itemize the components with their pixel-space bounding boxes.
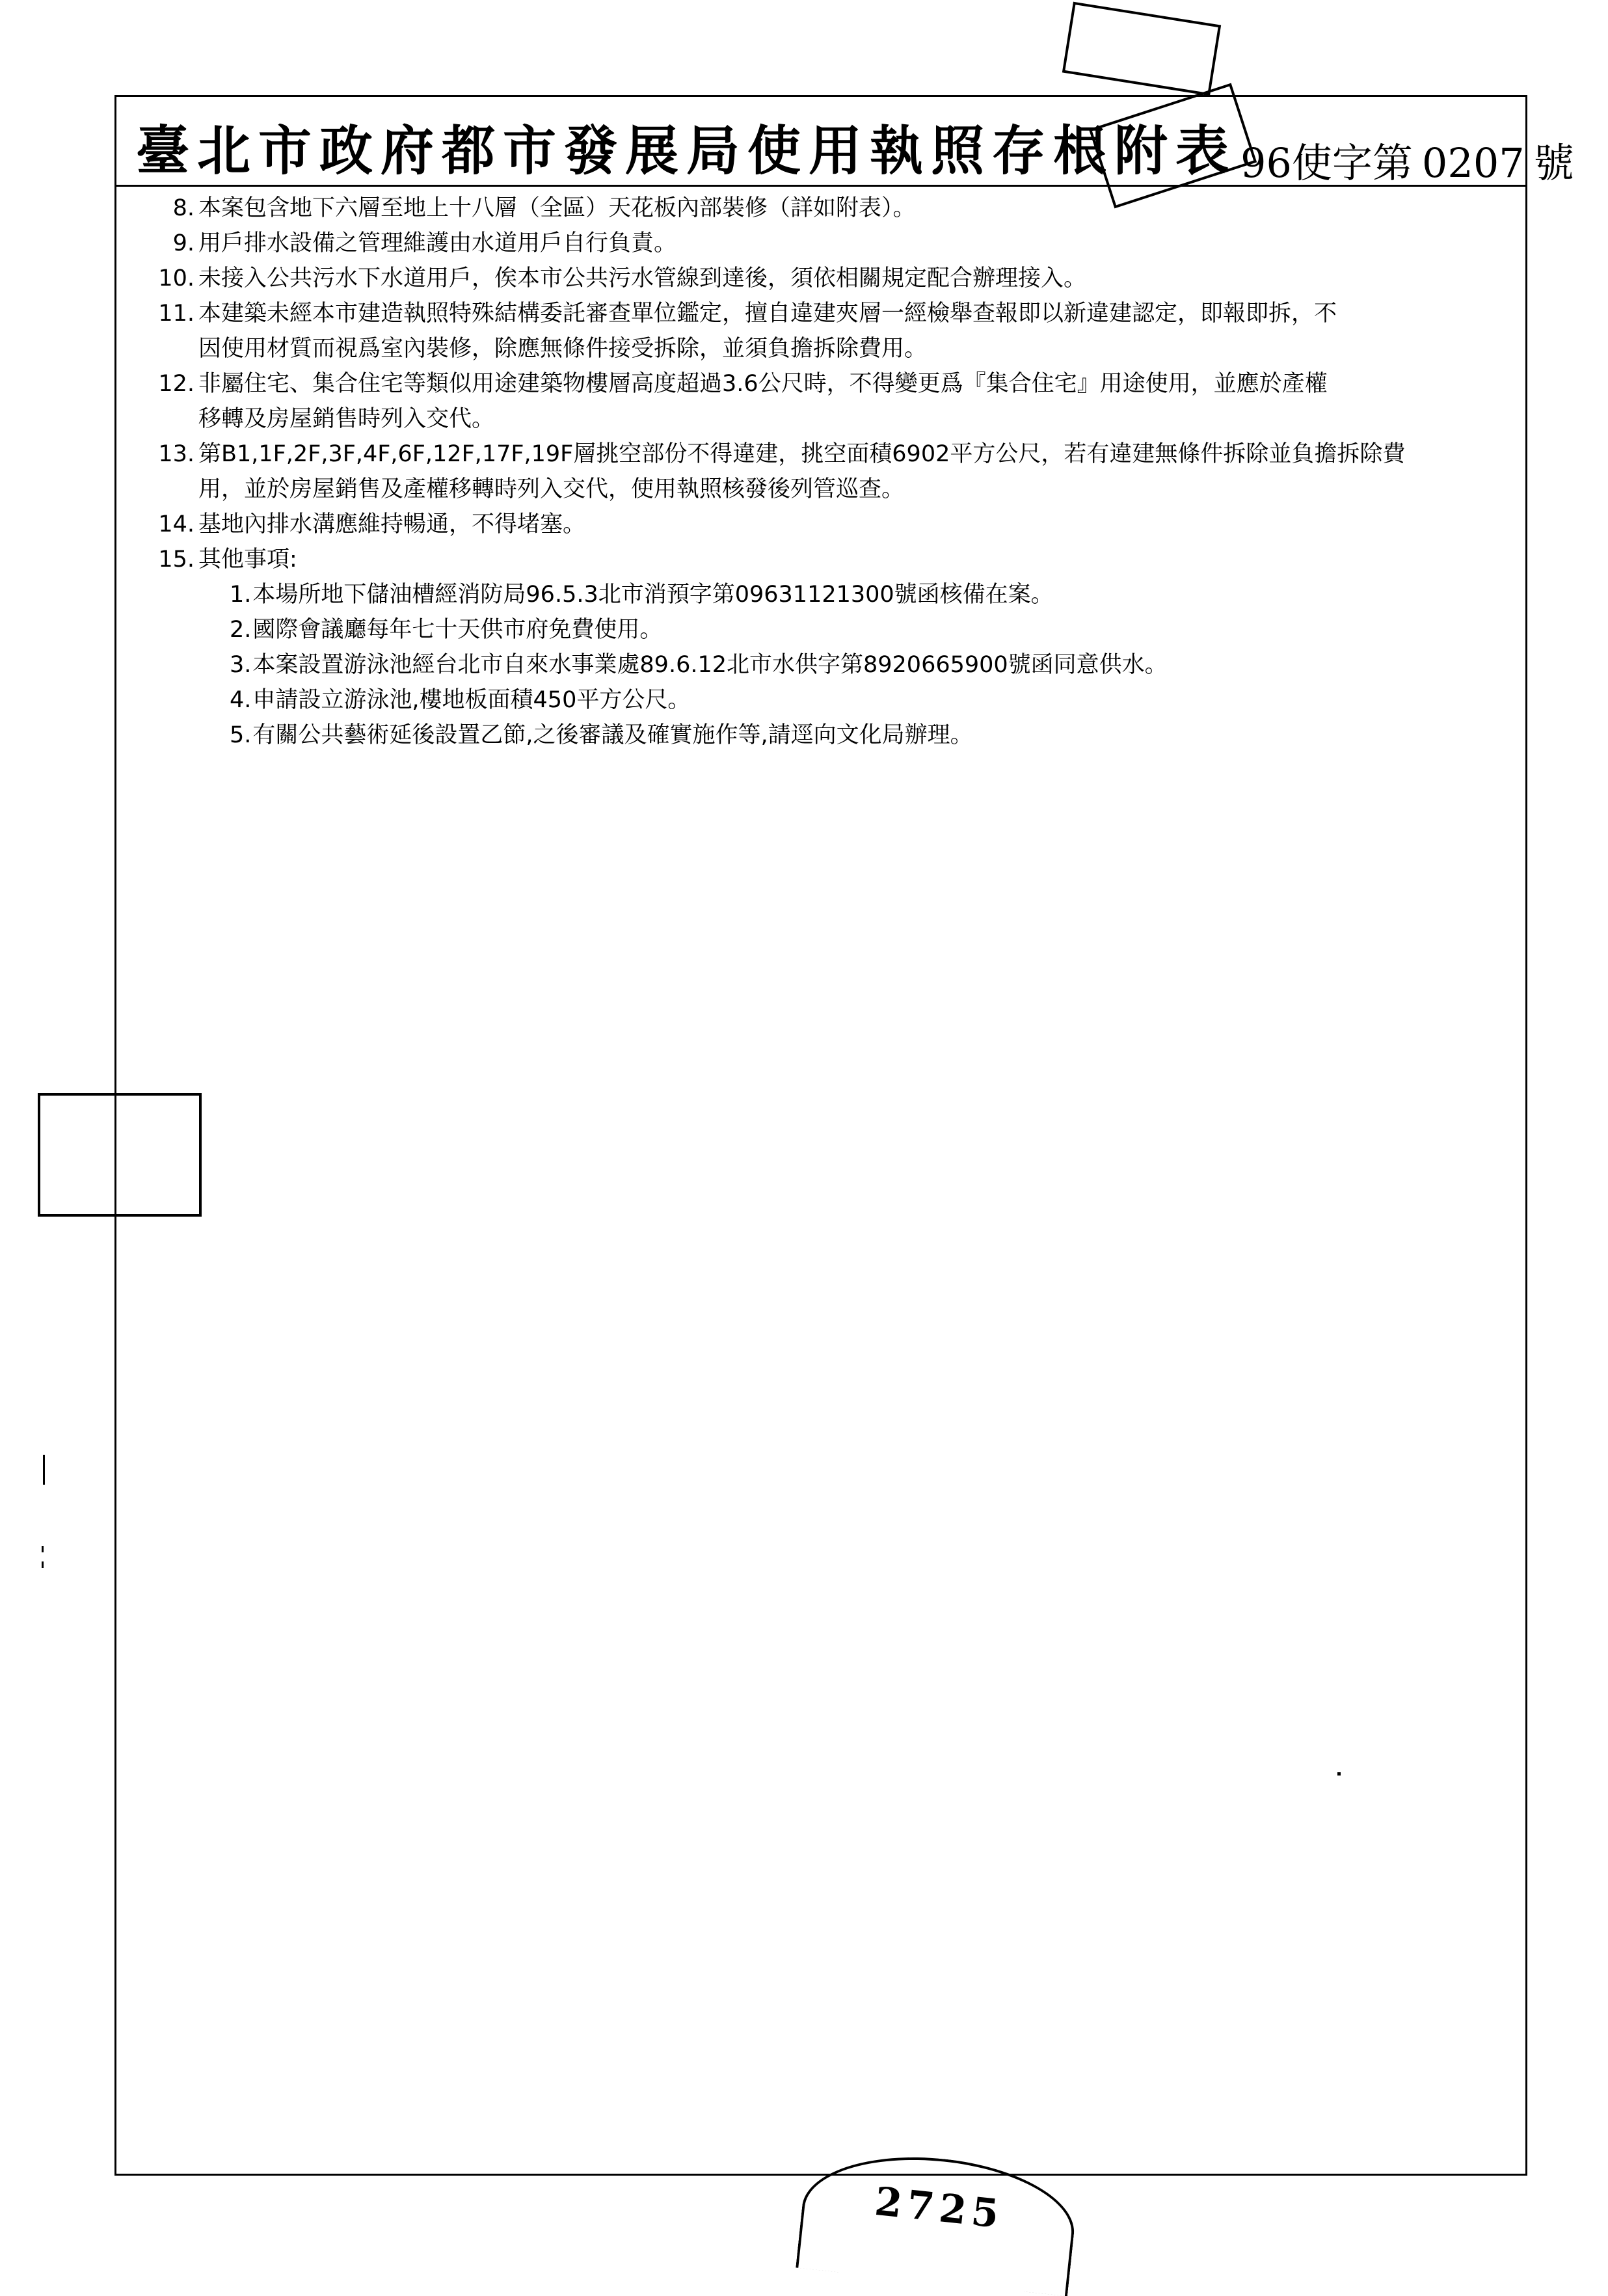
condition-text: 本案包含地下六層至地上十八層（全區）天花板內部裝修（詳如附表）。 — [198, 195, 916, 221]
document-frame — [114, 95, 1574, 2176]
condition-number: 13. — [158, 441, 194, 467]
condition-number: 8. — [172, 195, 194, 221]
condition-text: 用戶排水設備之管理維護由水道用戶自行負責。 — [198, 230, 677, 256]
condition-text-continued: 用，並於房屋銷售及產權移轉時列入交代，使用執照核發後列管巡查。 — [198, 476, 905, 502]
condition-number: 12. — [158, 371, 194, 397]
license-number-prefix: 使字第 — [1291, 139, 1413, 187]
other-matter-number: 3. — [230, 652, 252, 678]
seam-seal-top — [1062, 2, 1221, 96]
seam-seal-left — [38, 1093, 202, 1217]
condition-item — [152, 366, 1524, 437]
condition-number: 11. — [158, 301, 194, 327]
other-matter-text: 國際會議廳每年七十天供市府免費使用。 — [252, 617, 663, 643]
other-matter-text: 申請設立游泳池,樓地板面積450平方公尺。 — [252, 687, 691, 713]
other-matter-item — [230, 647, 1524, 682]
other-matter-item — [230, 718, 1524, 753]
license-year: 96 — [1240, 139, 1292, 187]
condition-text: 未接入公共污水下水道用戶，俟本市公共污水管線到達後，須依相關規定配合辦理接入。 — [198, 265, 1087, 291]
license-number-suffix: 號 — [1533, 139, 1574, 187]
condition-text: 基地內排水溝應維持暢通，不得堵塞。 — [198, 511, 586, 537]
other-matter-text: 有關公共藝術延後設置乙節,之後審議及確實施作等,請逕向文化局辦理。 — [252, 722, 973, 748]
other-matter-number: 1. — [230, 582, 252, 608]
scan-mark — [42, 1561, 44, 1568]
other-matter-text: 本案設置游泳池經台北市自來水事業處89.6.12北市水供字第8920665900號函同意供水。 — [252, 652, 1168, 678]
condition-item — [152, 437, 1524, 507]
condition-item — [152, 507, 1524, 542]
condition-item — [152, 226, 1524, 261]
other-matter-number: 5. — [230, 722, 252, 748]
conditions-list — [152, 191, 1524, 753]
condition-item — [152, 261, 1524, 296]
condition-text-continued: 因使用材質而視爲室內裝修，除應無條件接受拆除，並須負擔拆除費用。 — [198, 336, 928, 362]
seal-bottom: 2725 — [796, 2145, 1080, 2296]
scan-mark — [43, 1455, 45, 1485]
scan-mark — [42, 1546, 44, 1552]
license-number — [1240, 131, 1574, 189]
condition-number: 9. — [172, 230, 194, 256]
condition-text: 非屬住宅、集合住宅等類似用途建築物樓層高度超過3.6公尺時，不得變更爲『集合住宅』用途使用，並應於產權 — [198, 371, 1328, 397]
condition-text: 其他事項: — [198, 547, 297, 573]
title-row — [116, 97, 1574, 187]
condition-text-continued: 移轉及房屋銷售時列入交代。 — [198, 406, 495, 432]
other-matter-number: 4. — [230, 687, 252, 713]
condition-text: 第B1,1F,2F,3F,4F,6F,12F,17F,19F層挑空部份不得違建，挑空面積6902平方公尺，若有違建無條件拆除並負擔拆除費 — [198, 441, 1406, 467]
condition-item — [152, 542, 1524, 577]
license-number-value: 0207 — [1421, 139, 1525, 187]
condition-text: 本建築未經本市建造執照特殊結構委託審查單位鑑定，擅自違建夾層一經檢舉查報即以新違建認定，即報即拆，不 — [198, 301, 1337, 327]
condition-item — [152, 296, 1524, 366]
page-title: 臺北市政府都市發展局使用執照存根附表 — [136, 120, 1237, 182]
other-matter-item — [230, 682, 1524, 718]
condition-number: 15. — [158, 547, 194, 573]
condition-number: 14. — [158, 511, 194, 537]
condition-number: 10. — [158, 265, 194, 291]
other-matter-text: 本場所地下儲油槽經消防局96.5.3北市消預字第09631121300號函核備在案。 — [252, 582, 1054, 608]
other-matter-item — [230, 612, 1524, 647]
other-matter-item — [230, 577, 1524, 612]
other-matter-number: 2. — [230, 617, 252, 643]
scan-mark — [1337, 1772, 1341, 1776]
condition-item — [152, 191, 1524, 226]
